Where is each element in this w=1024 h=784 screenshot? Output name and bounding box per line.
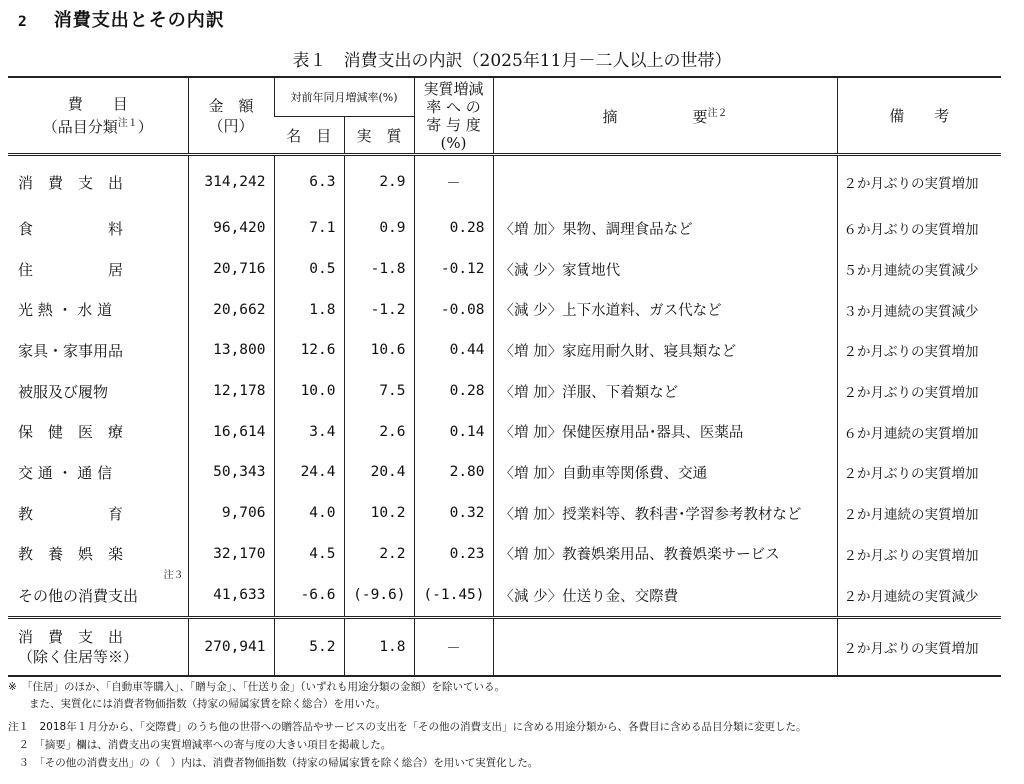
row-name-label: 交 通 ・ 通 信 bbox=[18, 463, 113, 482]
row-nominal: 6.3 bbox=[274, 155, 344, 209]
row-note: ３か月連続の実質減少 bbox=[837, 289, 1001, 330]
row-name-label: 光 熱 ・ 水 道 bbox=[18, 301, 113, 320]
row-nominal: 4.5 bbox=[274, 534, 344, 575]
header-summary bbox=[493, 77, 837, 155]
row-summary: 〈増 加〉授業料等、教科書･学習参考教材など bbox=[493, 493, 837, 534]
table-row bbox=[8, 249, 1001, 290]
row-nominal: 1.8 bbox=[274, 289, 344, 330]
header-nominal: 名 目 bbox=[274, 117, 344, 155]
row-amount: 20,716 bbox=[188, 249, 274, 290]
row-amount: 314,242 bbox=[188, 155, 274, 209]
row-amount: 12,178 bbox=[188, 371, 274, 412]
row-amount: 20,662 bbox=[188, 289, 274, 330]
row-contrib: 0.28 bbox=[414, 208, 493, 249]
row-summary: 〈増 加〉保健医療用品･器具、医薬品 bbox=[493, 411, 837, 452]
header-item-label: 費 目 bbox=[67, 95, 128, 113]
row-summary: 〈減 少〉仕送り金、交際費 bbox=[493, 574, 837, 618]
header-contrib-2: 率 へ の bbox=[426, 97, 481, 116]
row-summary: 〈減 少〉家賃地代 bbox=[493, 249, 837, 290]
row-contrib: (-1.45) bbox=[414, 574, 493, 618]
row-name bbox=[8, 155, 188, 209]
row-name bbox=[8, 411, 188, 452]
row-summary: 〈増 加〉洋服、下着類など bbox=[493, 371, 837, 412]
row-nominal: 7.1 bbox=[274, 208, 344, 249]
row-note: ２か月ぶりの実質増加 bbox=[837, 534, 1001, 575]
row-note: ５か月連続の実質減少 bbox=[837, 249, 1001, 290]
row-name-note: 注３ bbox=[163, 570, 184, 582]
row-note: ２か月ぶりの実質増加 bbox=[837, 452, 1001, 493]
row-note: ２か月連続の実質減少 bbox=[837, 574, 1001, 618]
row-summary: 〈減 少〉上下水道料、ガス代など bbox=[493, 289, 837, 330]
row-summary: 〈増 加〉自動車等関係費、交通 bbox=[493, 452, 837, 493]
header-amount-unit: （円） bbox=[208, 116, 254, 135]
total-name-2: （除く住居等※） bbox=[18, 648, 139, 667]
row-real: 7.5 bbox=[344, 371, 414, 412]
table-row bbox=[8, 208, 1001, 249]
row-name-label: 被服及び履物 bbox=[18, 382, 109, 401]
row-amount: 13,800 bbox=[188, 330, 274, 371]
table-row bbox=[8, 493, 1001, 534]
row-amount: 50,343 bbox=[188, 452, 274, 493]
row-nominal: -6.6 bbox=[274, 574, 344, 618]
table-title: 表１ 消費支出の内訳（2025年11月－二人以上の世帯） bbox=[292, 51, 732, 71]
row-real: 2.9 bbox=[344, 155, 414, 209]
section-heading: 消費支出とその内訳 bbox=[53, 10, 225, 31]
total-summary bbox=[493, 618, 837, 677]
row-name-label: 家具・家事用品 bbox=[18, 341, 124, 360]
row-note: ２か月連続の実質増加 bbox=[837, 493, 1001, 534]
row-name bbox=[8, 330, 188, 371]
row-note: ６か月ぶりの実質増加 bbox=[837, 208, 1001, 249]
table-row bbox=[8, 289, 1001, 330]
row-summary: 〈増 加〉果物、調理食品など bbox=[493, 208, 837, 249]
table-row bbox=[8, 411, 1001, 452]
row-real: 10.2 bbox=[344, 493, 414, 534]
header-item-note: 注１ bbox=[117, 118, 138, 129]
row-note: ２か月ぶりの実質増加 bbox=[837, 155, 1001, 209]
total-contrib: － bbox=[414, 618, 493, 677]
table-row-total bbox=[8, 618, 1001, 677]
table-row bbox=[8, 371, 1001, 412]
row-real: -1.8 bbox=[344, 249, 414, 290]
footnote-2: ２ 「摘要」欄は、消費支出の実質増減率への寄与度の大きい項目を掲載した。 bbox=[8, 739, 392, 751]
row-amount: 16,614 bbox=[188, 411, 274, 452]
row-name-label: 住 居 bbox=[18, 260, 124, 279]
header-yoy: 対前年同月増減率(%) bbox=[274, 77, 414, 117]
row-nominal: 0.5 bbox=[274, 249, 344, 290]
row-real: 10.6 bbox=[344, 330, 414, 371]
header-real: 実 質 bbox=[344, 117, 414, 155]
row-note: ２か月ぶりの実質増加 bbox=[837, 330, 1001, 371]
row-nominal: 24.4 bbox=[274, 452, 344, 493]
row-name bbox=[8, 570, 188, 618]
row-summary bbox=[493, 155, 837, 209]
row-real: 2.6 bbox=[344, 411, 414, 452]
total-amount: 270,941 bbox=[188, 618, 274, 677]
header-contrib-3: 寄 与 度 bbox=[426, 115, 481, 134]
row-real: 2.2 bbox=[344, 534, 414, 575]
row-name bbox=[8, 249, 188, 290]
row-contrib: 0.14 bbox=[414, 411, 493, 452]
row-amount: 96,420 bbox=[188, 208, 274, 249]
footnote-star-2: また、実質化には消費者物価指数（持家の帰属家賃を除く総合）を用いた。 bbox=[8, 698, 386, 710]
table-row bbox=[8, 452, 1001, 493]
row-contrib: － bbox=[414, 155, 493, 209]
row-name bbox=[8, 289, 188, 330]
row-contrib: 0.23 bbox=[414, 534, 493, 575]
footnote-star-1: ※ 「住居」のほか、「自動車等購入」、「贈与金」、「仕送り金」（いずれも用途分類の金額）を除いている。 bbox=[8, 681, 506, 693]
row-name-label: 食 料 bbox=[18, 219, 124, 238]
row-contrib: -0.08 bbox=[414, 289, 493, 330]
consumption-table bbox=[8, 76, 1001, 677]
row-name bbox=[8, 208, 188, 249]
header-item bbox=[8, 77, 188, 155]
row-summary: 〈増 加〉家庭用耐久財、寝具類など bbox=[493, 330, 837, 371]
header-item-sub: （品目分類 bbox=[42, 118, 118, 136]
row-real: 20.4 bbox=[344, 452, 414, 493]
table-row bbox=[8, 534, 1001, 575]
total-real: 1.8 bbox=[344, 618, 414, 677]
table-row bbox=[8, 155, 1001, 209]
total-nominal: 5.2 bbox=[274, 618, 344, 677]
row-real: 0.9 bbox=[344, 208, 414, 249]
row-nominal: 3.4 bbox=[274, 411, 344, 452]
header-contrib-4: (%) bbox=[440, 133, 467, 152]
row-nominal: 12.6 bbox=[274, 330, 344, 371]
row-note: ６か月連続の実質増加 bbox=[837, 411, 1001, 452]
header-amount-label: 金 額 bbox=[208, 96, 254, 115]
row-name-label: 教 養 娯 楽 bbox=[18, 545, 124, 564]
footnote-3: ３ 「その他の消費支出」の（ ）内は、消費者物価指数（持家の帰属家賃を除く総合）を用いて実質化した。 bbox=[8, 757, 539, 769]
table-row bbox=[8, 330, 1001, 371]
header-contrib bbox=[414, 77, 493, 155]
row-contrib: -0.12 bbox=[414, 249, 493, 290]
footnote-1: 注１ 2018年１月分から、「交際費」のうち他の世帯への贈答品やサービスの支出を「その他の消費支出」に含める用途分類から、各費目に含める品目分類に変更した。 bbox=[8, 721, 807, 733]
row-name-label: 教 育 bbox=[18, 504, 124, 523]
section-title bbox=[18, 6, 225, 32]
total-note: ２か月ぶりの実質増加 bbox=[837, 618, 1001, 677]
header-summary-note: 注２ bbox=[707, 108, 728, 119]
row-name bbox=[8, 452, 188, 493]
total-name bbox=[8, 618, 188, 677]
row-name-label: 消 費 支 出 bbox=[18, 173, 124, 192]
total-name-1: 消 費 支 出 bbox=[18, 628, 124, 647]
row-real: -1.2 bbox=[344, 289, 414, 330]
row-summary: 〈増 加〉教養娯楽用品、教養娯楽サービス bbox=[493, 534, 837, 575]
header-remarks: 備 考 bbox=[837, 77, 1001, 155]
row-amount: 32,170 bbox=[188, 534, 274, 575]
row-name bbox=[8, 493, 188, 534]
row-name bbox=[8, 371, 188, 412]
row-contrib: 2.80 bbox=[414, 452, 493, 493]
row-amount: 9,706 bbox=[188, 493, 274, 534]
section-number: 2 bbox=[18, 14, 28, 30]
row-contrib: 0.44 bbox=[414, 330, 493, 371]
row-real: (-9.6) bbox=[344, 574, 414, 618]
row-nominal: 4.0 bbox=[274, 493, 344, 534]
header-item-sub-end: ） bbox=[137, 118, 153, 136]
header-summary-label: 摘 要 bbox=[602, 108, 708, 126]
row-nominal: 10.0 bbox=[274, 371, 344, 412]
table-row bbox=[8, 574, 1001, 618]
row-contrib: 0.32 bbox=[414, 493, 493, 534]
header-amount bbox=[188, 77, 274, 155]
row-name-label: その他の消費支出 bbox=[18, 586, 139, 605]
row-amount: 41,633 bbox=[188, 574, 274, 618]
row-contrib: 0.28 bbox=[414, 371, 493, 412]
header-contrib-1: 実質増減 bbox=[423, 79, 484, 98]
row-note: ２か月ぶりの実質増加 bbox=[837, 371, 1001, 412]
row-name bbox=[8, 534, 188, 575]
row-name-label: 保 健 医 療 bbox=[18, 423, 124, 442]
